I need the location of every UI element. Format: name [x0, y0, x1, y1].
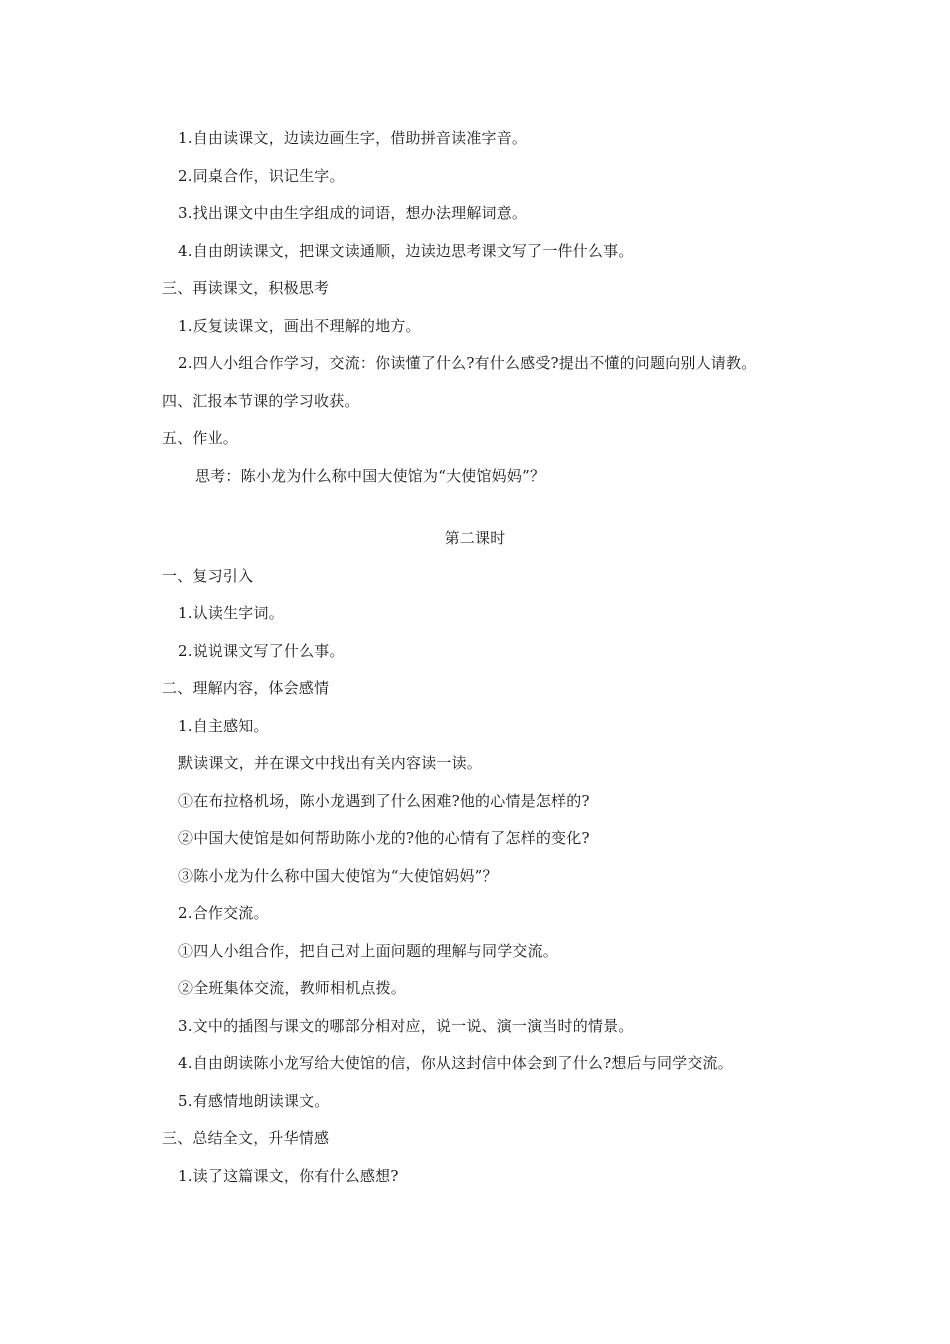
item-line: 2.四人小组合作学习，交流：你读懂了什么?有什么感受?提出不懂的问题向别人请教。	[178, 354, 757, 372]
item-line: 5.有感情地朗读课文。	[178, 1092, 330, 1110]
paragraph-line: 默读课文，并在课文中找出有关内容读一读。	[178, 754, 483, 772]
question-line: ③陈小龙为什么称中国大使馆为“大使馆妈妈”？	[178, 867, 498, 885]
section-heading: 一、复习引入	[162, 567, 254, 585]
item-line: 4.自由朗读陈小龙写给大使馆的信，你从这封信中体会到了什么?想后与同学交流。	[178, 1054, 733, 1072]
item-line: 2.合作交流。	[178, 904, 269, 922]
item-line: 4.自由朗读课文，把课文读通顺，边读边思考课文写了一件什么事。	[178, 242, 634, 260]
item-line: 1.读了这篇课文，你有什么感想?	[178, 1167, 399, 1185]
paragraph-line: 思考：陈小龙为什么称中国大使馆为“大使馆妈妈”？	[195, 467, 546, 485]
section-heading: 三、总结全文，升华情感	[162, 1129, 330, 1147]
section-heading: 五、作业。	[162, 429, 239, 447]
item-line: 1.认读生字词。	[178, 604, 284, 622]
question-line: ①在布拉格机场，陈小龙遇到了什么困难?他的心情是怎样的?	[178, 792, 590, 810]
item-line: 3.找出课文中由生字组成的词语，想办法理解词意。	[178, 204, 528, 222]
item-line: 3.文中的插图与课文的哪部分相对应，说一说、演一演当时的情景。	[178, 1017, 634, 1035]
section-heading: 四、汇报本节课的学习收获。	[162, 392, 360, 410]
item-line: 1.自主感知。	[178, 717, 269, 735]
item-line: 1.自由读课文，边读边画生字，借助拼音读准字音。	[178, 129, 528, 147]
section-heading: 二、理解内容，体会感情	[162, 679, 330, 697]
item-line: 2.同桌合作，识记生字。	[178, 167, 345, 185]
item-line: 1.反复读课文，画出不理解的地方。	[178, 317, 421, 335]
lesson-title: 第二课时	[444, 529, 506, 547]
item-line: 2.说说课文写了什么事。	[178, 642, 345, 660]
question-line: ②中国大使馆是如何帮助陈小龙的?他的心情有了怎样的变化?	[178, 829, 590, 847]
question-line: ①四人小组合作，把自己对上面问题的理解与同学交流。	[178, 942, 559, 960]
question-line: ②全班集体交流，教师相机点拨。	[178, 979, 407, 997]
section-heading: 三、再读课文，积极思考	[162, 279, 330, 297]
